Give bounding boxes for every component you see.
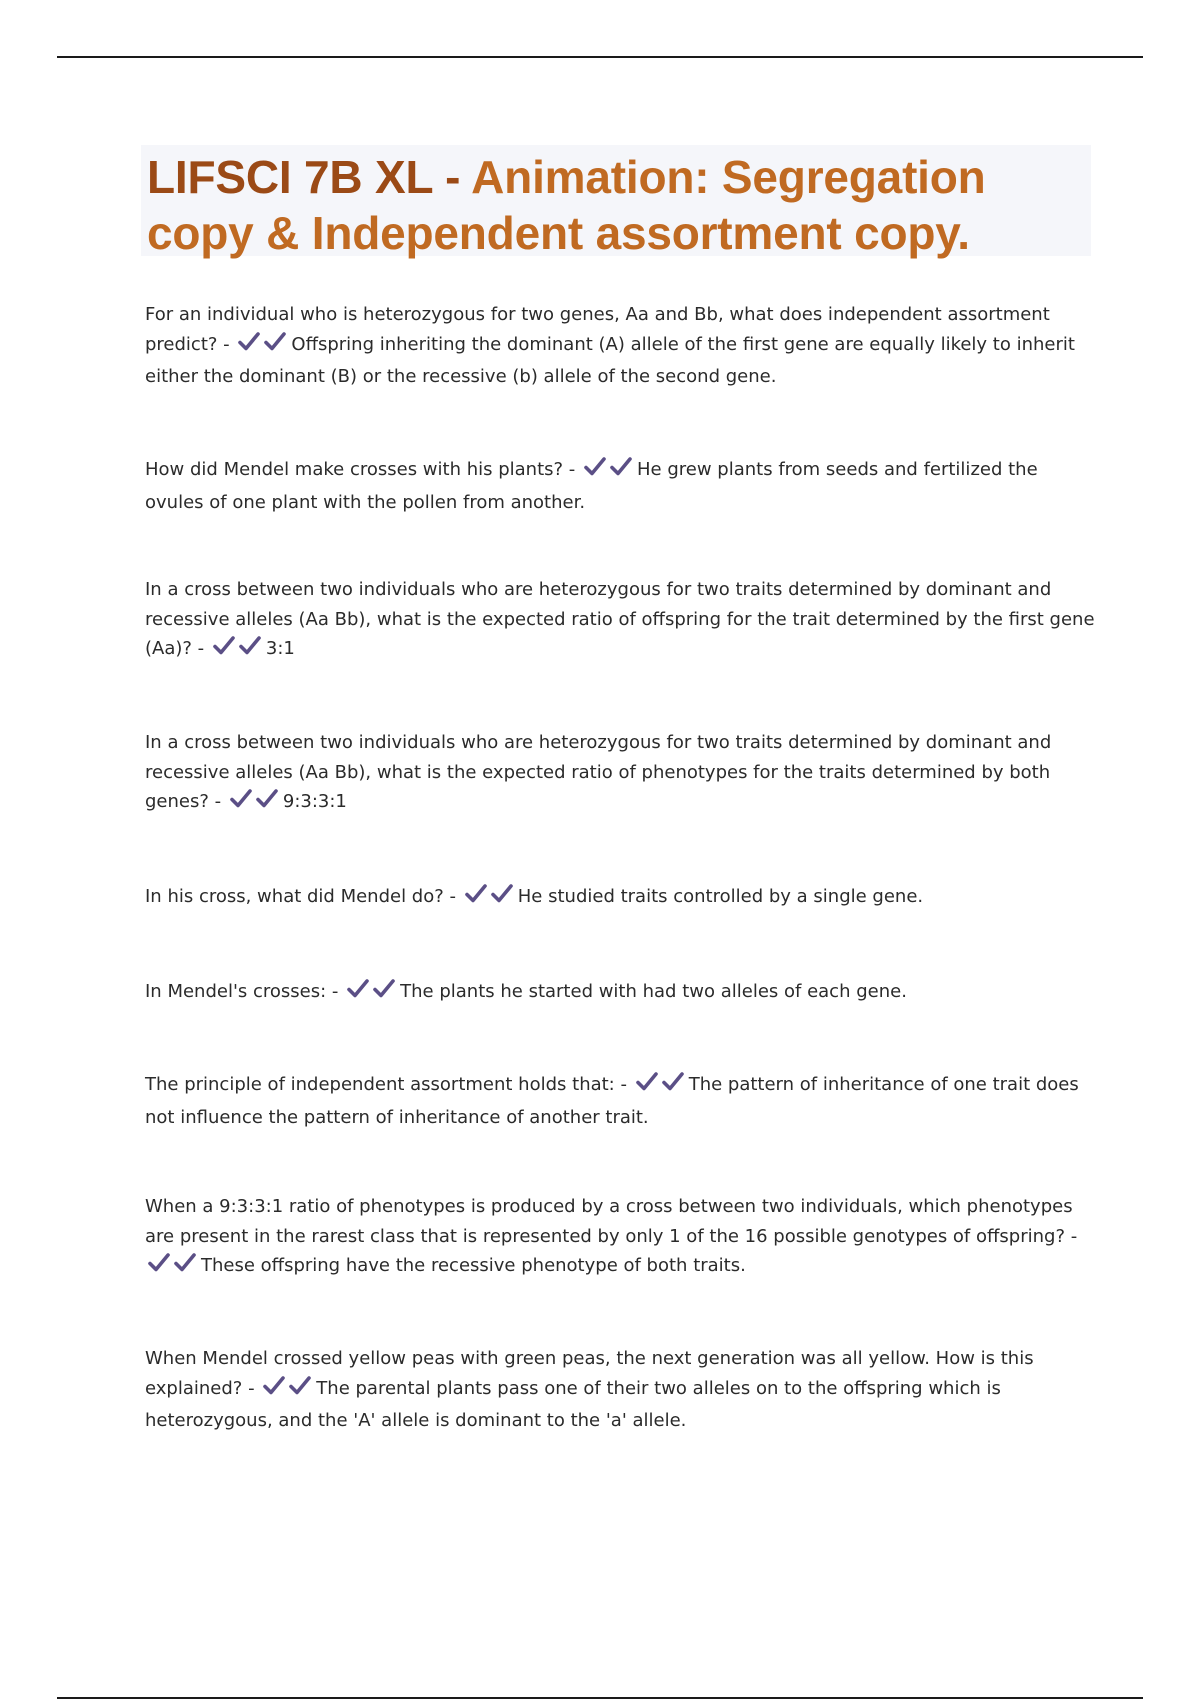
question-text: When Mendel crossed yellow peas with green peas, the next generation was all yellow. How is this explained? (145, 1348, 1034, 1399)
answer-checkmarks (262, 1375, 314, 1407)
qa-item (145, 977, 1095, 1010)
checkmark-icon (609, 456, 634, 478)
answer-checkmarks (346, 978, 398, 1010)
question-text: For an individual who is heterozygous for two genes, Aa and Bb, what does independent assortment predict? (145, 304, 1050, 355)
qa-item (145, 300, 1095, 392)
answer-checkmarks (229, 788, 281, 820)
qa-item (145, 455, 1095, 517)
answer-text: He studied traits controlled by a single gene. (517, 886, 924, 907)
separator: - (208, 791, 227, 812)
separator: - (563, 459, 582, 480)
answer-checkmarks (237, 331, 289, 363)
qa-item (145, 1192, 1095, 1284)
checkmark-icon (262, 1375, 287, 1397)
checkmark-icon (263, 331, 288, 353)
title-topic: Animation: Segregation copy & Independent assortment copy. (147, 151, 986, 259)
qa-item (145, 882, 1095, 915)
answer-checkmarks (583, 456, 635, 488)
separator: - (326, 981, 345, 1002)
checkmark-icon (288, 1375, 313, 1397)
answer-text: The parental plants pass one of their two alleles on to the offspring which is heterozygous, and the 'A' allele is dominant to the 'a' allele. (145, 1377, 1001, 1431)
answer-checkmarks (635, 1071, 687, 1103)
separator: - (191, 638, 210, 659)
checkmark-icon (173, 1252, 198, 1274)
checkmark-icon (229, 788, 254, 810)
answer-checkmarks (464, 883, 516, 915)
top-rule (57, 56, 1143, 58)
question-text: When a 9:3:3:1 ratio of phenotypes is produced by a cross between two individuals, which phenotypes are present in the rarest class that is represented by only 1 of the 16 possible genotypes of offspring? (145, 1196, 1073, 1247)
separator: - (614, 1074, 633, 1095)
question-text: In his cross, what did Mendel do? (145, 886, 444, 907)
separator: - (443, 886, 462, 907)
answer-text: The pattern of inheritance of one trait does not influence the pattern of inheritance of another trait. (145, 1074, 1079, 1128)
title-block (141, 145, 1091, 259)
separator: - (217, 333, 236, 355)
checkmark-icon (464, 883, 489, 905)
checkmark-icon (372, 978, 397, 1000)
bottom-rule (57, 1697, 1143, 1699)
qa-item (145, 728, 1095, 820)
checkmark-icon (661, 1071, 686, 1093)
checkmark-icon (237, 331, 262, 353)
answer-text: He grew plants from seeds and fertilized the ovules of one plant with the pollen from another. (145, 459, 1038, 513)
answer-checkmarks (212, 635, 264, 667)
checkmark-icon (583, 456, 608, 478)
checkmark-icon (238, 635, 263, 657)
qa-item (145, 1344, 1095, 1436)
checkmark-icon (635, 1071, 660, 1093)
qa-item (145, 575, 1095, 667)
question-text: The principle of independent assortment holds that: (145, 1074, 615, 1095)
qa-item (145, 1070, 1095, 1132)
document-title (147, 149, 1085, 261)
question-text: In Mendel's crosses: (145, 981, 327, 1002)
checkmark-icon (255, 788, 280, 810)
answer-text: Offspring inheriting the dominant (A) allele of the first gene are equally likely to inherit either the dominant (B) or the recessive (b) allele of the second gene. (145, 333, 1075, 387)
checkmark-icon (346, 978, 371, 1000)
answer-text: These offspring have the recessive phenotype of both traits. (201, 1255, 746, 1276)
question-text: In a cross between two individuals who are heterozygous for two traits determined by dominant and recessive alleles (Aa Bb), what is the expected ratio of offspring for the trait determined by the first gene (Aa)? (145, 579, 1095, 659)
checkmark-icon (147, 1252, 172, 1274)
title-course: LIFSCI 7B XL - (147, 151, 472, 203)
separator: - (1065, 1225, 1078, 1247)
answer-text: 9:3:3:1 (282, 791, 347, 812)
answer-text: 3:1 (265, 638, 295, 659)
question-text: In a cross between two individuals who are heterozygous for two traits determined by dominant and recessive alleles (Aa Bb), what is the expected ratio of phenotypes for the traits determined by both genes? (145, 732, 1052, 812)
checkmark-icon (490, 883, 515, 905)
separator: - (242, 1377, 261, 1399)
checkmark-icon (212, 635, 237, 657)
question-text: How did Mendel make crosses with his plants? (145, 459, 564, 480)
answer-checkmarks (147, 1252, 199, 1284)
answer-text: The plants he started with had two alleles of each gene. (400, 981, 907, 1002)
